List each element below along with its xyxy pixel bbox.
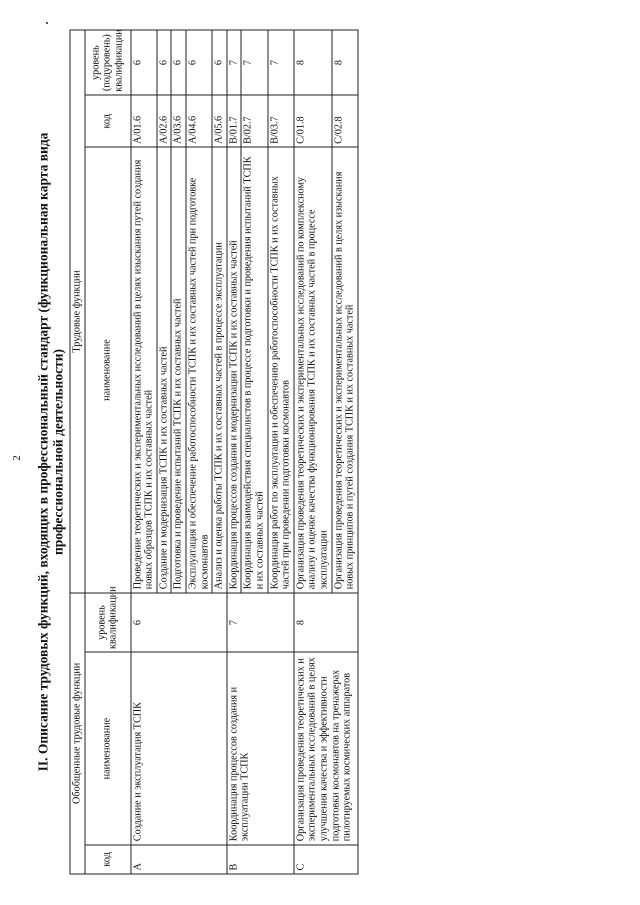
function-code: B/01.7: [226, 95, 241, 147]
group-code: A: [130, 845, 226, 874]
function-level: 7: [226, 30, 241, 95]
function-level: 6: [171, 30, 186, 95]
header-function-name: наименование: [84, 147, 130, 592]
scan-speck: [46, 22, 48, 24]
function-name: Подготовка и проведение испытаний ТСПК и их составных частей: [171, 147, 186, 592]
header-name: наименование: [84, 652, 130, 844]
header-generalized-functions: Обобщенные трудовые функции: [70, 593, 85, 874]
function-code: B/02.7: [241, 95, 267, 147]
group-code: B: [226, 845, 293, 874]
table-row: [130, 30, 156, 874]
header-function-code: код: [84, 95, 130, 147]
function-level: 8: [293, 30, 331, 95]
header-qual-level: уровень квалификации: [84, 593, 130, 653]
header-sublevel: уровень (подуровень) квалификации: [84, 30, 130, 95]
group-level: 8: [293, 593, 357, 653]
function-level: 7: [241, 30, 267, 95]
functions-table: [69, 30, 358, 875]
table-row: [226, 30, 241, 874]
group-level: 7: [226, 593, 293, 653]
header-labor-functions: Трудовые функции: [70, 30, 85, 593]
function-level: 6: [185, 30, 211, 95]
table-row: [293, 30, 331, 874]
function-code: A/05.6: [212, 95, 227, 147]
function-name: Анализ и оценка работы ТСПК и их составных частей в процессе эксплуатации: [212, 147, 227, 592]
function-name: Эксплуатация и обеспечение работоспособности ТСПК и их составных частей при подготовке космонавтов: [185, 147, 211, 592]
section-title: II. Описание трудовых функций, входящих в профессиональный стандарт (функциональная карта вида профессиональной деятельности): [35, 132, 65, 772]
function-name: Координация работ по эксплуатации и обеспечению работоспособности ТСПК и их составных частей при проведении подготовки космонавтов: [267, 147, 293, 592]
group-name: Организация проведения теоретических и экспериментальных исследований в целях улучшения качества и эффективности подготовки космонавтов на тренажерах пилотируемых космических аппаратов: [293, 652, 357, 844]
function-name: Создание и модернизация ТСПК и их составных частей: [156, 147, 171, 592]
function-code: A/02.6: [156, 95, 171, 147]
function-level: 8: [331, 30, 357, 95]
function-level: 6: [130, 30, 156, 95]
function-code: C/02.8: [331, 95, 357, 147]
function-name: Координация взаимодействия специалистов в процессе подготовки и проведения испытаний ТСПК и их составных частей: [241, 147, 267, 592]
function-name: Проведение теоретических и экспериментальных исследований в целях изыскания путей создания новых образцов ТСПК и их составных частей: [130, 147, 156, 592]
function-code: C/01.8: [293, 95, 331, 147]
page-number: 2: [10, 455, 23, 461]
function-code: A/03.6: [171, 95, 186, 147]
group-name: Создание и эксплуатация ТСПК: [130, 652, 226, 844]
header-code: код: [84, 845, 130, 874]
function-name: Организация проведения теоретических и экспериментальных исследований по комплексному анализу и оценке качества функционирования ТСПК и их составных частей в процессе эксплуатации: [293, 147, 331, 592]
function-code: B/03.7: [267, 95, 293, 147]
group-name: Координация процессов создания и эксплуатации ТСПК: [226, 652, 293, 844]
function-name: Организация проведения теоретических и экспериментальных исследований в целях изыскания новых принципов и путей создания ТСПК и их составных частей: [331, 147, 357, 592]
rotated-sheet: [35, 30, 605, 875]
group-code: C: [293, 845, 357, 874]
function-level: 6: [212, 30, 227, 95]
function-name: Координация процессов создания и модернизации ТСПК и их составных частей: [226, 147, 241, 592]
group-level: 6: [130, 593, 226, 653]
function-level: 7: [267, 30, 293, 95]
function-code: A/04.6: [185, 95, 211, 147]
function-level: 6: [156, 30, 171, 95]
function-code: A/01.6: [130, 95, 156, 147]
